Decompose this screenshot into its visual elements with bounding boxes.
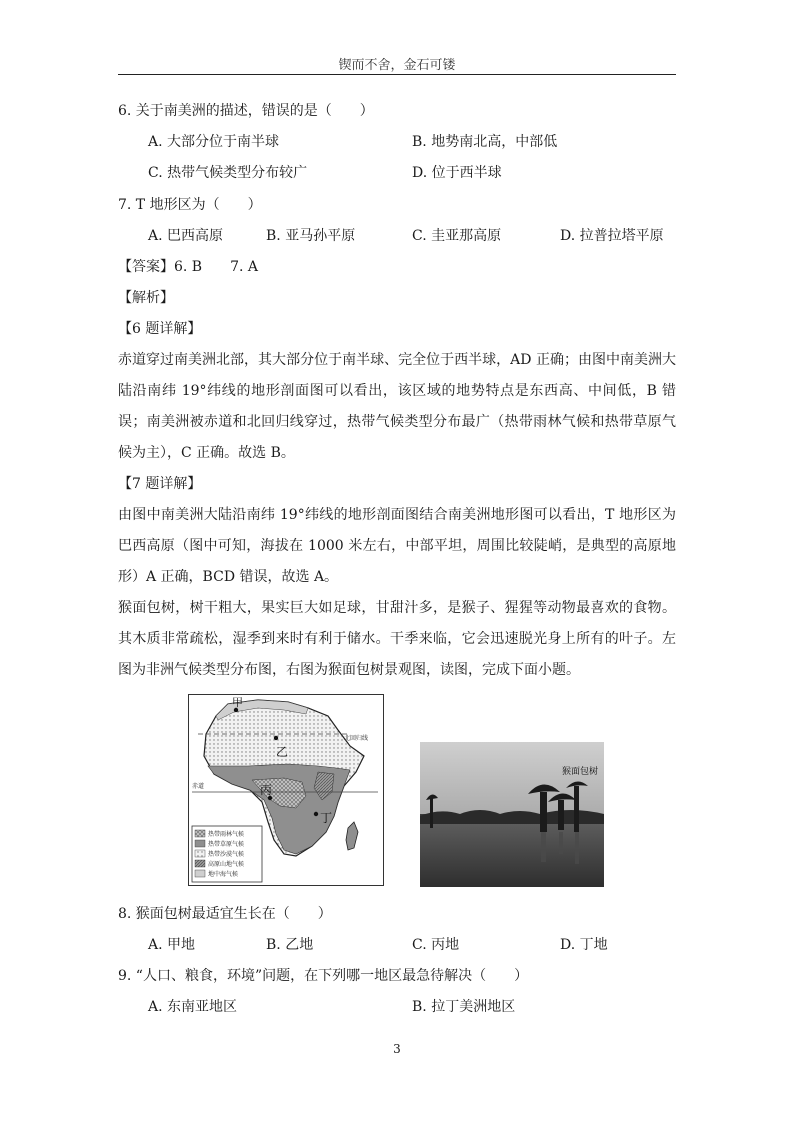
label-yi: 乙	[276, 745, 289, 759]
africa-climate-map	[188, 694, 384, 886]
baobab-intro-text: 猴面包树，树干粗大，果实巨大如足球，甘甜汁多，是猴子、猩猩等动物最喜欢的食物。其木质非常疏松，湿季到来时有利于储水。干季来临，它会迅速脱光身上所有的叶子。左图为非洲气候类型分布图，右图为猴面包树景观图，读图，完成下面小题。	[118, 600, 676, 678]
q6-option-d: D. 位于西半球	[412, 165, 502, 181]
q8-stem: 8. 猴面包树最适宜生长在（ ）	[118, 906, 332, 922]
q8-option-d: D. 丁地	[560, 937, 608, 953]
header-rule	[118, 74, 676, 75]
legend-mediterranean: 地中海气候	[208, 872, 239, 878]
label-bing: 丙	[260, 783, 273, 797]
equator-label: 赤道	[192, 784, 205, 790]
photo-caption: 猴面包树	[562, 767, 599, 777]
q7-detail-heading: 【7 题详解】	[118, 476, 202, 492]
answer-line: 【答案】6. B 7. A	[118, 259, 259, 275]
label-jia: 甲	[232, 696, 243, 709]
legend-savanna: 热带草原气候	[208, 842, 245, 848]
legend-desert: 热带沙漠气候	[208, 852, 245, 858]
q9-stem: 9. “人口、粮食，环境”问题，在下列哪一地区最急待解决（ ）	[118, 968, 529, 984]
q7-stem: 7. T 地形区为（ ）	[118, 197, 262, 213]
map-legend	[192, 826, 262, 882]
tropic-label: 北回归线	[344, 736, 369, 742]
q6-detail-heading: 【6 题详解】	[118, 321, 202, 337]
q9-option-b: B. 拉丁美洲地区	[412, 999, 516, 1015]
q6-option-c: C. 热带气候类型分布较广	[148, 165, 308, 181]
q9-option-a: A. 东南亚地区	[148, 999, 238, 1015]
baobab-photo	[420, 742, 604, 887]
analysis-heading: 【解析】	[118, 290, 174, 306]
q6-option-a: A. 大部分位于南半球	[148, 134, 280, 150]
q7-detail-text: 由图中南美洲大陆沿南纬 19°纬线的地形剖面图结合南美洲地形图可以看出，T 地形区为巴西高原（图中可知，海拔在 1000 米左右，中部平坦，周围比较陡峭，是典型的高原地形）A 正确，BCD 错误，故选 A。	[118, 507, 676, 585]
q8-option-b: B. 乙地	[266, 937, 314, 953]
q6-detail-text: 赤道穿过南美洲北部，其大部分位于南半球、完全位于西半球，AD 正确；由图中南美洲大陆沿南纬 19°纬线的地形剖面图可以看出，该区域的地势特点是东西高、中间低，B 错误；南美洲被赤道和北回归线穿过，热带气候类型分布最广（热带雨林气候和热带草原气候为主），C 正确。故选 B。	[118, 352, 676, 461]
q7-option-c: C. 圭亚那高原	[412, 228, 502, 244]
point-ding-marker	[314, 812, 318, 816]
q7-option-b: B. 亚马孙平原	[266, 228, 356, 244]
label-ding: 丁	[320, 811, 333, 825]
page-header: 锲而不舍，金石可镂	[338, 58, 456, 73]
q8-option-c: C. 丙地	[412, 937, 460, 953]
q7-option-d: D. 拉普拉塔平原	[560, 228, 664, 244]
page-number: 3	[393, 1042, 401, 1056]
point-yi-marker	[274, 736, 278, 740]
q8-option-a: A. 甲地	[148, 937, 196, 953]
q7-option-a: A. 巴西高原	[148, 228, 224, 244]
legend-highland: 高原山地气候	[208, 862, 245, 868]
q6-stem: 6. 关于南美洲的描述，错误的是（ ）	[118, 103, 374, 119]
q6-option-b: B. 地势南北高，中部低	[412, 134, 558, 150]
legend-rainforest: 热带雨林气候	[208, 832, 245, 838]
